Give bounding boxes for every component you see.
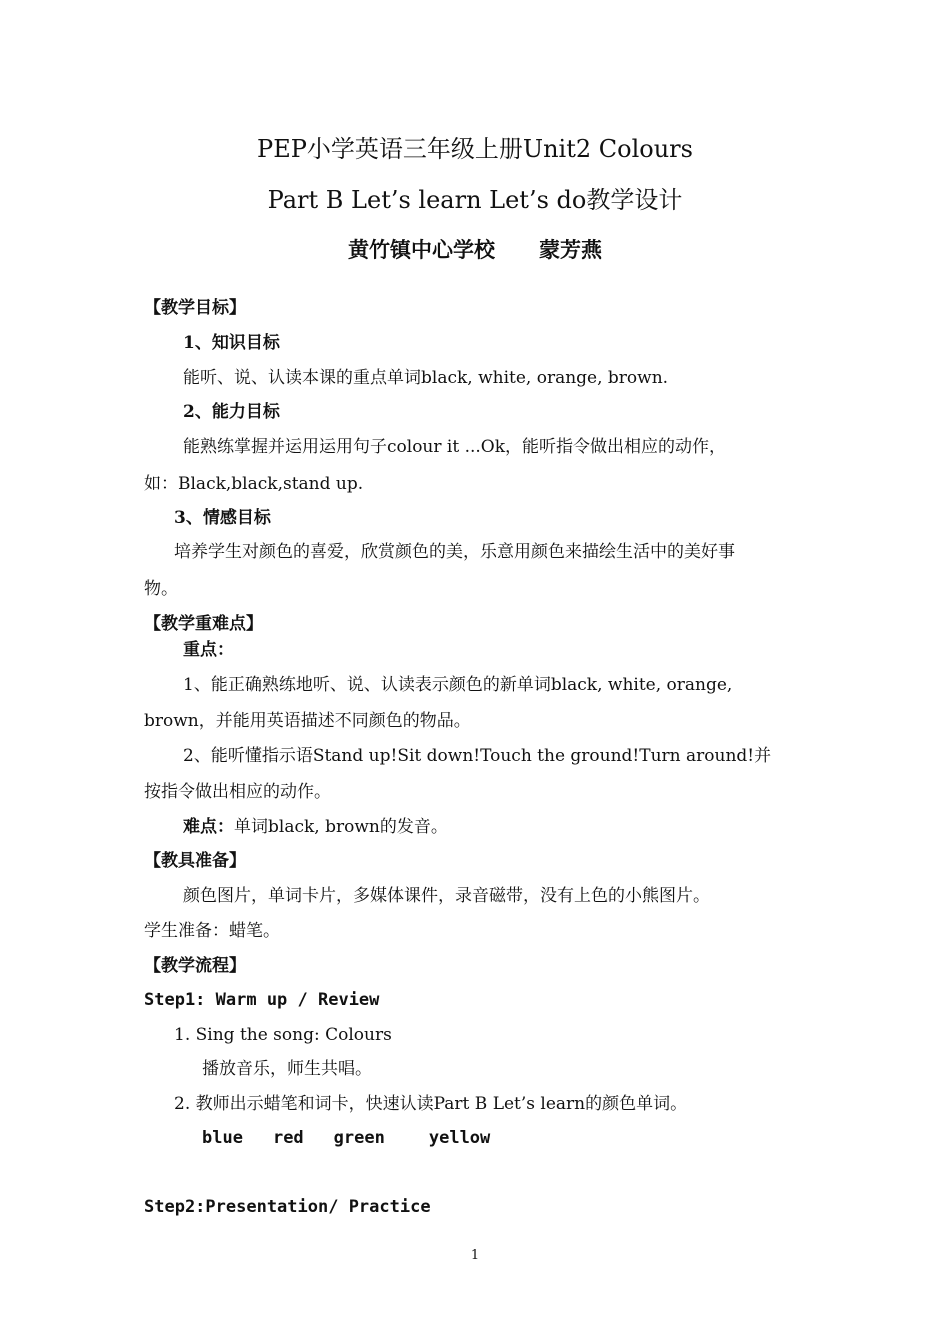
materials-heading: 【教具准备】 bbox=[144, 851, 246, 871]
author-line bbox=[0, 236, 950, 264]
knowledge-text: 能听、说、认读本课的重点单词black, white, orange, brown. bbox=[183, 368, 669, 388]
title-line-2: Part B Let’s learn Let’s do教学设计 bbox=[267, 186, 683, 214]
word-blue: blue bbox=[202, 1128, 243, 1148]
key-point-1b: brown，并能用英语描述不同颜色的物品。 bbox=[144, 711, 471, 731]
page-number: 1 bbox=[470, 1248, 480, 1263]
key-point-2b: 按指令做出相应的动作。 bbox=[144, 782, 331, 802]
key-point-2a: 2、能听懂指示语Stand up!Sit down!Touch the ground!Turn around!并 bbox=[183, 746, 772, 766]
ability-text-2: 如：Black,black,stand up. bbox=[144, 474, 364, 494]
key-label: 重点： bbox=[183, 640, 234, 660]
difficult-line bbox=[183, 816, 448, 838]
step1-item-1-note: 播放音乐，师生共唱。 bbox=[202, 1059, 372, 1079]
step1-item-1: 1. Sing the song: Colours bbox=[174, 1025, 392, 1045]
materials-student: 学生准备：蜡笔。 bbox=[144, 921, 280, 941]
ability-title: 2、能力目标 bbox=[183, 402, 280, 422]
author-school: 黄竹镇中心学校 bbox=[348, 237, 495, 262]
step2-heading: Step2:Presentation/ Practice bbox=[144, 1197, 431, 1217]
title-line-1: PEP小学英语三年级上册Unit2 Colours bbox=[257, 135, 693, 163]
emotion-title: 3、情感目标 bbox=[174, 508, 271, 528]
author-name: 蒙芳燕 bbox=[539, 237, 602, 262]
materials-teacher: 颜色图片，单词卡片，多媒体课件，录音磁带，没有上色的小熊图片。 bbox=[183, 886, 710, 906]
color-words bbox=[202, 1127, 490, 1149]
step1-heading: Step1: Warm up / Review bbox=[144, 990, 380, 1010]
emotion-text-1: 培养学生对颜色的喜爱，欣赏颜色的美，乐意用颜色来描绘生活中的美好事 bbox=[174, 542, 735, 562]
key-point-1a: 1、能正确熟练地听、说、认读表示颜色的新单词black, white, orange, bbox=[183, 675, 733, 695]
difficult-label: 难点： bbox=[183, 817, 234, 837]
procedure-heading: 【教学流程】 bbox=[144, 956, 246, 976]
word-green: green bbox=[333, 1128, 385, 1148]
ability-text-1: 能熟练掌握并运用运用句子colour it ...Ok，能听指令做出相应的动作， bbox=[183, 437, 727, 457]
word-red: red bbox=[272, 1128, 304, 1148]
difficult-text: 单词black, brown的发音。 bbox=[234, 817, 448, 837]
emotion-text-2: 物。 bbox=[144, 579, 178, 599]
knowledge-title: 1、知识目标 bbox=[183, 333, 280, 353]
word-yellow: yellow bbox=[428, 1128, 491, 1148]
key-points-heading: 【教学重难点】 bbox=[144, 614, 263, 634]
step1-item-2: 2. 教师出示蜡笔和词卡，快速认读Part B Let’s learn的颜色单词。 bbox=[174, 1094, 688, 1114]
objectives-heading: 【教学目标】 bbox=[144, 298, 246, 318]
